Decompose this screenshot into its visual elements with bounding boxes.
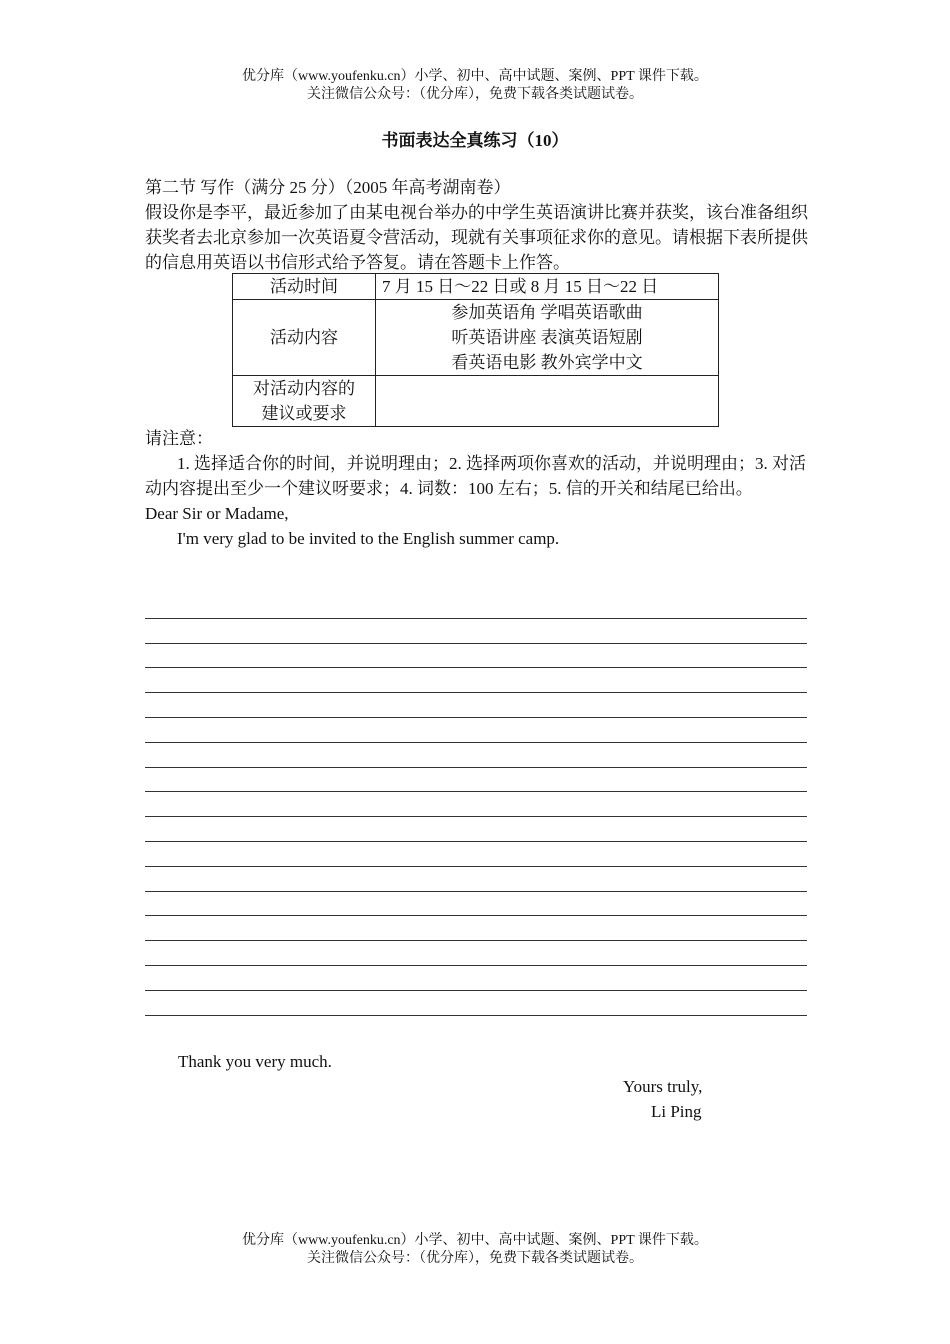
writing-line: [145, 867, 807, 892]
writing-line: [145, 644, 807, 669]
writing-line: [145, 743, 807, 768]
writing-line: [145, 991, 807, 1016]
table-row: [233, 274, 719, 300]
section-heading: 第二节 写作（满分 25 分）（2005 年高考湖南卷）: [145, 178, 511, 197]
notes-text: 1. 选择适合你的时间，并说明理由；2. 选择两项你喜欢的活动，并说明理由；3. 对活动内容提出至少一个建议呀要求；4. 词数：100 左右；5. 信的开关和结尾已给出。: [145, 454, 806, 498]
task-prompt: 假设你是李平，最近参加了由某电视台举办的中学生英语演讲比赛并获奖，该台准备组织获奖者去北京参加一次英语夏令营活动，现就有关事项征求你的意见。请根据下表所提供的信息用英语以书信形式给予答复。请在答题卡上作答。: [145, 203, 808, 272]
page-title: 书面表达全真练习（10）: [381, 131, 569, 150]
letter-signature: Li Ping: [651, 1102, 702, 1121]
page-footer: [0, 1232, 950, 1268]
writing-line: [145, 768, 807, 793]
writing-line: [145, 718, 807, 743]
content-label: 活动内容: [233, 300, 376, 376]
table-row: [233, 376, 719, 427]
writing-line: [145, 668, 807, 693]
letter-thanks: Thank you very much.: [178, 1052, 332, 1071]
writing-line: [145, 817, 807, 842]
content-line: 参加英语角 学唱英语歌曲: [451, 303, 643, 322]
writing-line: [145, 892, 807, 917]
notes-heading: 请注意：: [145, 429, 213, 448]
footer-line-2: 关注微信公众号：（优分库），免费下载各类试题试卷。: [307, 1251, 643, 1266]
content-line: 看英语电影 教外宾学中文: [451, 353, 643, 372]
time-label: 活动时间: [233, 274, 376, 300]
task-description: [145, 175, 810, 275]
writing-area[interactable]: [145, 594, 807, 1016]
activity-table: [232, 273, 719, 427]
page-header: [0, 68, 950, 104]
writing-line: [145, 792, 807, 817]
content-line: 听英语讲座 表演英语短剧: [451, 328, 643, 347]
footer-line-1: 优分库（www.youfenku.cn）小学、初中、高中试题、案例、PPT 课件下载。: [242, 1233, 708, 1248]
letter-closing: Yours truly,: [623, 1077, 703, 1096]
table-row: [233, 300, 719, 376]
letter-opening: I'm very glad to be invited to the English summer camp.: [177, 529, 560, 548]
time-value: 7 月 15 日～22 日或 8 月 15 日～22 日: [376, 274, 719, 300]
letter-salutation: Dear Sir or Madame,: [145, 504, 289, 523]
writing-line: [145, 916, 807, 941]
header-line-1: 优分库（www.youfenku.cn）小学、初中、高中试题、案例、PPT 课件下载。: [242, 69, 708, 84]
notes-section: [145, 426, 810, 551]
suggestion-label: 对活动内容的 建议或要求: [233, 376, 376, 427]
writing-line: [145, 594, 807, 619]
suggestion-value: [376, 376, 719, 427]
writing-line: [145, 941, 807, 966]
writing-line: [145, 966, 807, 991]
writing-line: [145, 693, 807, 718]
header-line-2: 关注微信公众号：（优分库），免费下载各类试题试卷。: [307, 87, 643, 102]
content-values: [376, 300, 719, 376]
writing-line: [145, 619, 807, 644]
writing-line: [145, 842, 807, 867]
